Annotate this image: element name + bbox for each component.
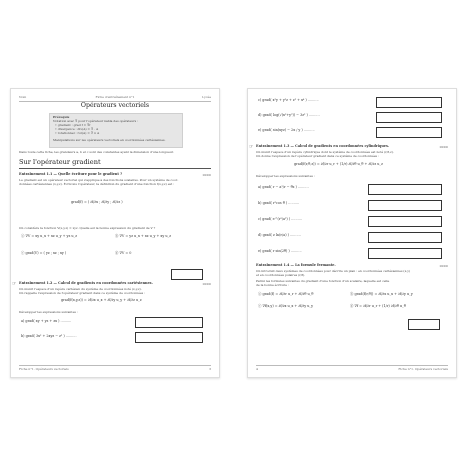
difficulty-rating: 0000 [202, 282, 211, 286]
prereq-item: • divergence : div(A) = ∇ · A [55, 127, 99, 131]
ex3-item-d: d) grad( z ln(r/a) ) .......... [258, 233, 301, 237]
intro-text: Dans toute cette fiche, les grandeurs a, b et c sont des constantes ayant la dimension d'une longueur. [19, 150, 174, 154]
ex1-option-a[interactable]: ⓐ ∇V = xy u_x + xz u_y + yz u_z [21, 234, 77, 238]
ex2-title: Entraînement 1.2 — Calcul de gradients en coordonnées cartésiennes. [19, 281, 153, 285]
footer-right: Fiche n°1. Opérateurs vectoriels [398, 367, 448, 371]
difficulty-rating: 0000 [439, 264, 448, 268]
ex4-option-c[interactable]: ⓒ ∇f(x,y) = ∂f/∂x u_x + ∂f/∂y u_y [258, 304, 314, 308]
page-title: Opérateurs vectoriels [80, 102, 150, 109]
answer-box[interactable] [135, 317, 203, 328]
page-number: 4 [256, 367, 258, 371]
answer-box[interactable] [368, 200, 442, 211]
item-c: c) grad( x²y + y²z + z² + x⁴ ) .......... [258, 98, 319, 102]
ex4-title: Entraînement 1.4 — La formule fermante. [256, 263, 336, 267]
answer-box[interactable] [368, 232, 442, 243]
ex3-item-b: b) grad( r²cos θ ) .......... [258, 201, 299, 205]
difficulty-rating: 0000 [202, 173, 211, 177]
ex4-text: Parmi les formules suivantes du gradient d'une fonction d'un scalaire, laquelle est celle [256, 279, 390, 283]
ex2-item-a: a) grad( xy + yz + zx ) .......... [21, 319, 72, 323]
ex4-text: et en coordonnées polaires (r,θ). [256, 273, 306, 277]
item-d: d) grad( log(√(x²+y²)) − 3z² ) .......... [258, 113, 320, 117]
ex4-text: de la bonne écriture : [256, 283, 289, 287]
footer-left: Fiche n°1. Opérateurs vectoriels [19, 367, 69, 371]
ex1-option-c[interactable]: ⓒ grad(V) = ( yz ; xz ; xy ) [21, 251, 67, 255]
ex1-option-b[interactable]: ⓑ ∇V = yz u_x + xz u_y + xy u_z [115, 234, 171, 238]
prereq-intro: Notation avec ∇ pour l'opérateur nabla des opérateurs : [53, 119, 139, 123]
ex2-item-b: b) grad( 3x² + 2xyz − z³ ) .......... [21, 334, 77, 338]
hand-icon: ☞ [249, 144, 254, 150]
ex1-question: On considère la fonction V(x,y,z) = xyz. Quelle est la bonne expression du gradient de V ? [19, 226, 156, 230]
prereq-title: Prérequis [53, 115, 70, 119]
ex3-title: Entraînement 1.3 — Calcul de gradients en coordonnées cylindriques. [256, 144, 390, 148]
item-e: e) grad( sin(xyz) − 2x / y ) .......... [258, 128, 315, 132]
header-center: Fiche d'entraînement n°1 [95, 95, 135, 99]
ex1-formula: grad(f) = ( ∂f/∂x ; ∂f/∂y ; ∂f/∂z ) [71, 200, 123, 204]
ex2-instruction: Développer les expressions suivantes : [19, 310, 78, 314]
answer-box[interactable] [376, 112, 442, 123]
answer-box[interactable] [368, 184, 442, 195]
ex4-text: On introduit deux systèmes de coordonnées pour décrire un plan : en coordonnées cartésiennes (x,y) [256, 269, 411, 273]
ex1-text: données cartésiennes (x,y,z). Écrivons l'opérateur, la définition du gradient d'une fonction f(x,y,z) est : [19, 182, 175, 186]
ex1-option-d[interactable]: ⓓ ∇V = 0 [115, 251, 132, 255]
ex4-option-a[interactable]: ⓐ grad(f) = ∂f/∂r u_r + ∂f/∂θ u_θ [258, 292, 314, 296]
page-number: 3 [209, 367, 211, 371]
ex1-text: Le gradient est un opérateur vectoriel qui s'applique à des fonctions scalaires. Pour un système de coor- [19, 178, 179, 182]
answer-box[interactable] [135, 332, 203, 343]
ex3-formula: grad(f(r,θ,z)) = ∂f/∂r u_r + (1/r) ∂f/∂θ u_θ + ∂f/∂z u_z [294, 162, 383, 166]
answer-box[interactable] [368, 216, 442, 227]
right-page [247, 88, 457, 378]
hand-icon: ☞ [12, 281, 17, 287]
ex3-text: On donne l'expression de l'opérateur gradient dans ce système de coordonnées : [256, 154, 380, 158]
ex3-item-a: a) grad( r − a²/r − θz ) .......... [258, 185, 309, 189]
prereq-item: • gradient : grad f = ∇f [55, 123, 91, 127]
ex3-text: On munit l'espace d'un repère cylindrique dont le système de coordonnées est noté (r,θ,z). [256, 150, 394, 154]
ex3-instruction: Développer les expressions suivantes : [256, 174, 315, 178]
ex2-formula: grad(f(x,y,z)) = ∂f/∂x u_x + ∂f/∂y u_y + ∂f/∂z u_z [61, 298, 142, 302]
ex4-option-b[interactable]: ⓑ grad(f(r,θ)) = ∂f/∂x u_x + ∂f/∂y u_y [350, 292, 413, 296]
left-page [10, 88, 220, 378]
prereq-item: • rotationnel : rot(A) = ∇ ∧ A [55, 131, 100, 135]
answer-box[interactable] [376, 97, 442, 108]
prereq-footer: Manipulations sur les opérateurs vectoriels en coordonnées cartésiennes. [53, 138, 166, 142]
ex3-item-e: e) grad( r sin(2θ) ) .......... [258, 249, 302, 253]
section-title: Sur l'opérateur gradient [19, 158, 101, 166]
ex1-title: Entraînement 1.1 — Quelle écriture pour le gradient ? [19, 172, 123, 176]
difficulty-rating: 0000 [439, 145, 448, 149]
header-right: Lycée [202, 95, 211, 99]
answer-box[interactable] [408, 319, 440, 330]
answer-box[interactable] [376, 127, 442, 138]
ex2-text: On rappelle l'expression de l'opérateur gradient dans ce système de coordonnées : [19, 291, 146, 295]
ex3-item-c: c) grad( e^(r²/a²) ) .......... [258, 217, 302, 221]
ex2-text: On munit l'espace d'un repère cartésien du système de coordonnées noté (x,y,z). [19, 287, 142, 291]
answer-box[interactable] [368, 248, 442, 259]
section-rule [19, 168, 211, 169]
header-left: Nom [19, 95, 27, 99]
answer-box[interactable] [171, 269, 203, 280]
ex4-option-d[interactable]: ⓓ ∇f = ∂f/∂r u_r + (1/r) ∂f/∂θ u_θ [350, 304, 406, 308]
